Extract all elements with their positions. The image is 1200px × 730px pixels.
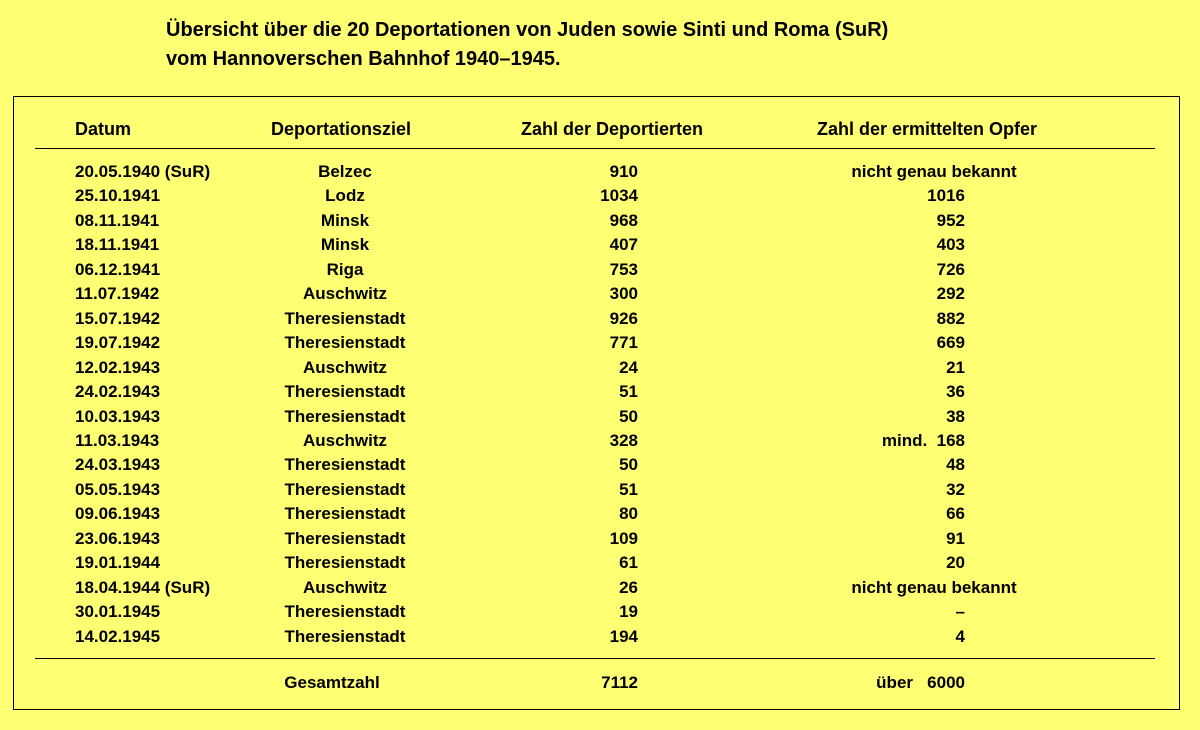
row-deported: 926 — [609, 309, 638, 328]
table-frame — [13, 96, 1180, 710]
row-deported: 328 — [609, 431, 638, 450]
row-victims: – — [955, 602, 965, 621]
row-destination: Auschwitz — [302, 358, 388, 377]
row-destination: Theresienstadt — [284, 333, 406, 352]
row-deported: 109 — [609, 529, 638, 548]
row-date: 24.02.1943 — [75, 382, 161, 401]
row-destination: Auschwitz — [302, 578, 388, 597]
row-destination: Minsk — [320, 211, 370, 230]
row-deported: 80 — [619, 504, 638, 523]
row-deported: 407 — [609, 235, 638, 254]
row-destination: Theresienstadt — [284, 529, 406, 548]
total-deported: 7112 — [601, 673, 638, 692]
row-deported: 26 — [619, 578, 638, 597]
row-date: 10.03.1943 — [75, 407, 161, 426]
row-deported: 968 — [609, 211, 638, 230]
row-victims: 882 — [936, 309, 965, 328]
header-destination: Deportationsziel — [271, 119, 412, 139]
row-deported: 50 — [619, 455, 638, 474]
row-deported: 300 — [609, 284, 638, 303]
row-date: 19.01.1944 — [75, 553, 161, 572]
row-destination: Theresienstadt — [284, 504, 406, 523]
row-deported: 194 — [609, 627, 638, 646]
row-date: 14.02.1945 — [75, 627, 161, 646]
total-divider — [35, 658, 1155, 659]
row-date: 08.11.1941 — [75, 211, 160, 230]
row-deported: 753 — [609, 260, 638, 279]
header-deported: Zahl der Deportierten — [521, 119, 704, 139]
title-line-1: Übersicht über die 20 Deportationen von Juden sowie Sinti und Roma (SuR) — [166, 19, 889, 41]
row-victims: 32 — [946, 480, 965, 499]
row-victims: 669 — [936, 333, 965, 352]
total-label: Gesamtzahl — [284, 673, 380, 692]
row-destination: Theresienstadt — [284, 553, 406, 572]
row-victims: nicht genau bekannt — [851, 162, 1017, 181]
row-date: 11.07.1942 — [75, 284, 160, 303]
page-title — [166, 16, 888, 74]
row-date: 05.05.1943 — [75, 480, 161, 499]
row-destination: Lodz — [325, 186, 365, 205]
row-date: 09.06.1943 — [75, 504, 161, 523]
row-victims: 20 — [946, 553, 965, 572]
row-date: 15.07.1942 — [75, 309, 161, 328]
row-date: 11.03.1943 — [75, 431, 160, 450]
row-victims: 1016 — [927, 186, 965, 205]
header-date: Datum — [75, 119, 132, 139]
row-destination: Auschwitz — [302, 284, 388, 303]
row-victims: 38 — [946, 407, 965, 426]
row-victims: 66 — [946, 504, 965, 523]
row-date: 06.12.1941 — [75, 260, 161, 279]
row-date: 18.04.1944 (SuR) — [75, 578, 211, 597]
row-destination: Theresienstadt — [284, 480, 406, 499]
row-date: 23.06.1943 — [75, 529, 161, 548]
row-deported: 51 — [619, 382, 638, 401]
title-line-2: vom Hannoverschen Bahnhof 1940–1945. — [166, 48, 561, 70]
row-victims: 48 — [946, 455, 965, 474]
row-destination: Minsk — [320, 235, 370, 254]
row-destination: Belzec — [318, 162, 372, 181]
row-victims: 4 — [955, 627, 965, 646]
row-destination: Theresienstadt — [284, 407, 406, 426]
row-date: 18.11.1941 — [75, 235, 160, 254]
row-destination: Theresienstadt — [284, 627, 406, 646]
row-date: 19.07.1942 — [75, 333, 161, 352]
row-destination: Theresienstadt — [284, 382, 406, 401]
row-victims: 91 — [946, 529, 965, 548]
row-destination: Theresienstadt — [284, 602, 406, 621]
row-destination: Auschwitz — [302, 431, 388, 450]
row-deported: 61 — [619, 553, 638, 572]
row-victims: 21 — [946, 358, 965, 377]
row-victims: 36 — [946, 382, 965, 401]
row-victims: 403 — [936, 235, 965, 254]
header-victims: Zahl der ermittelten Opfer — [817, 119, 1038, 139]
row-date: 24.03.1943 — [75, 455, 161, 474]
total-victims: über 6000 — [876, 673, 965, 692]
row-deported: 50 — [619, 407, 638, 426]
row-date: 12.02.1943 — [75, 358, 161, 377]
row-deported: 771 — [609, 333, 638, 352]
row-victims: nicht genau bekannt — [851, 578, 1017, 597]
row-date: 30.01.1945 — [75, 602, 161, 621]
row-victims: mind. 168 — [881, 431, 965, 450]
row-deported: 19 — [619, 602, 638, 621]
row-victims: 726 — [936, 260, 965, 279]
row-victims: 292 — [936, 284, 965, 303]
row-deported: 1034 — [600, 186, 638, 205]
row-date: 25.10.1941 — [75, 186, 161, 205]
row-destination: Theresienstadt — [284, 455, 406, 474]
row-victims: 952 — [936, 211, 965, 230]
row-deported: 51 — [619, 480, 638, 499]
row-deported: 910 — [609, 162, 638, 181]
row-deported: 24 — [619, 358, 638, 377]
row-destination: Theresienstadt — [284, 309, 406, 328]
row-date: 20.05.1940 (SuR) — [75, 162, 211, 181]
row-destination: Riga — [326, 260, 364, 279]
header-divider — [35, 148, 1155, 149]
